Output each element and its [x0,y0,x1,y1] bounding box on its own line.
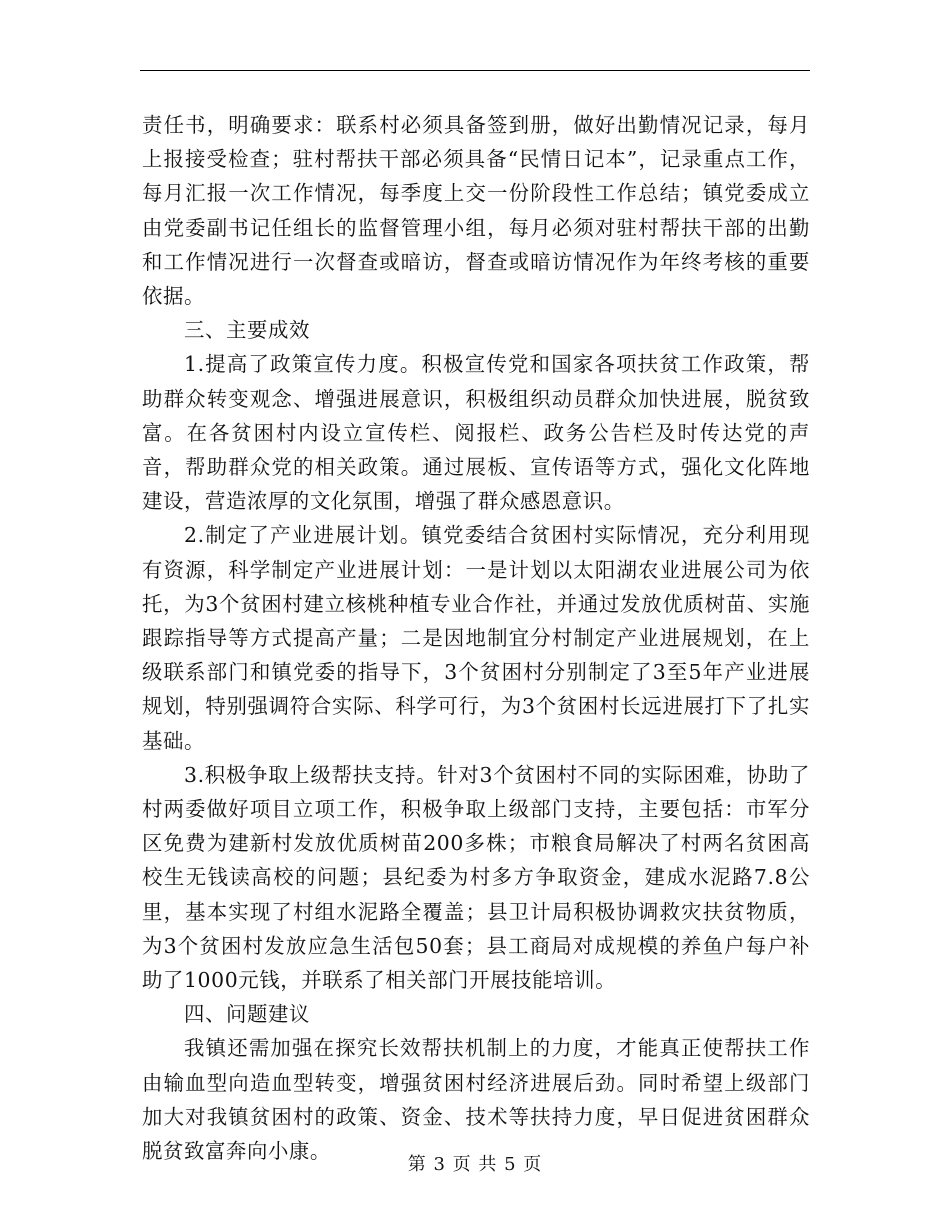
paragraph-support: 3.积极争取上级帮扶支持。针对3个贫困村不同的实际困难，协助了村两委做好项目立项工作，积极争取上级部门支持，主要包括：市军分区免费为建新村发放优质树苗200多株；市粮食局解决了村两名贫困高校生无钱读高校的问题；县纪委为村多方争取资金，建成水泥路7.8公里，基本实现了村组水泥路全覆盖；县卫计局积极协调救灾扶贫物质，为3个贫困村发放应急生活包50套；县工商局对成规模的养鱼户每户补助了1000元钱，并联系了相关部门开展技能培训。 [142,762,810,993]
document-body [142,108,810,1168]
header-rule [140,70,810,71]
section-heading-main-results: 三、主要成效 [184,318,310,343]
paragraph-policy-publicity: 1.提高了政策宣传力度。积极宣传党和国家各项扶贫工作政策，帮助群众转变观念、增强进展意识，积极组织动员群众加快进展，脱贫致富。在各贫困村内设立宣传栏、阅报栏、政务公告栏及时传达党的声音，帮助群众党的相关政策。通过展板、宣传语等方式，强化文化阵地建设，营造浓厚的文化氛围，增强了群众感恩意识。 [142,352,810,514]
paragraph-suggestions: 我镇还需加强在探究长效帮扶机制上的力度，才能真正使帮扶工作由输血型向造血型转变，增强贫困村经济进展后劲。同时希望上级部门加大对我镇贫困村的政策、资金、技术等扶持力度，早日促进贫困群众脱贫致富奔向小康。 [142,1036,810,1164]
section-heading-issues: 四、问题建议 [184,1002,310,1027]
continuation-paragraph: 责任书，明确要求：联系村必须具备签到册，做好出勤情况记录，每月上报接受检查；驻村帮扶干部必须具备“民情日记本”，记录重点工作，每月汇报一次工作情况，每季度上交一份阶段性工作总结；镇党委成立由党委副书记任组长的监督管理小组，每月必须对驻村帮扶干部的出勤和工作情况进行一次督查或暗访，督查或暗访情况作为年终考核的重要依据。 [142,113,810,309]
page-number: 第 3 页 共 5 页 [407,1154,543,1175]
paragraph-industry-plan: 2.制定了产业进展计划。镇党委结合贫困村实际情况，充分利用现有资源，科学制定产业进展计划：一是计划以太阳湖农业进展公司为依托，为3个贫困村建立核桃种植专业合作社，并通过发放优质树苗、实施跟踪指导等方式提高产量；二是因地制宜分村制定产业进展规划，在上级联系部门和镇党委的指导下，3个贫困村分别制定了3至5年产业进展规划，特别强调符合实际、科学可行，为3个贫困村长远进展打下了扎实基础。 [142,523,810,753]
